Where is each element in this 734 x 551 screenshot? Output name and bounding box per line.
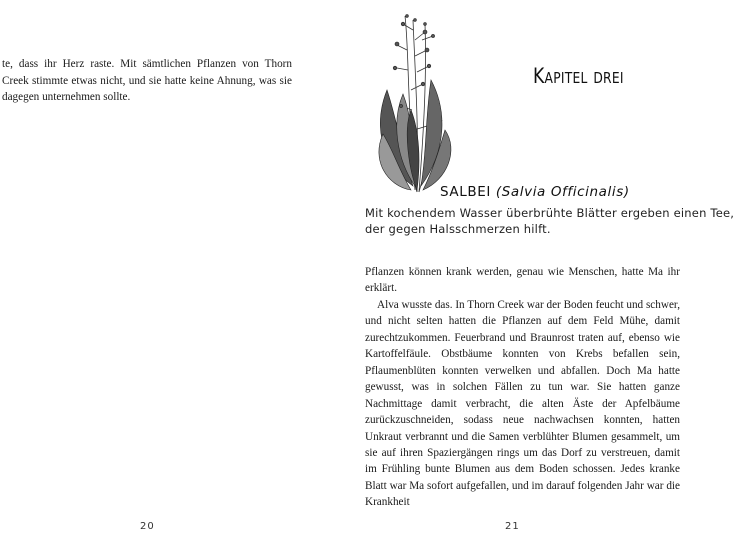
plant-caption-title xyxy=(440,184,630,200)
page-number-right: 21 xyxy=(505,521,520,532)
paragraph: Alva wusste das. In Thorn Creek war der Boden feucht und schwer, und nicht selten hatten die Pflanzen auf dem Feld Mühe, damit zurechtzukommen. Feuerbrand und Braunrost traten auf, ebenso wie Kartoffelfäule. Obstbäume konnten von Krebs befallen sein, Pflaumenblüten konnten verwelken und abfallen. Doch Ma hatte gewusst, was in solchen Fällen zu tun war. Sie hatten ganze Nachmittage damit verbracht, die alten Äste der Apfelbäume zurückzuschneiden, sodass neue nachwachsen konnten, hatten Unkraut verbrannt und die Samen verblühter Blumen gesammelt, um sie auf ihren Spaziergängen rings um das Dorf zu verstreuen, damit im Frühling bunte Blumen aus dem Boden schossen. Jedes kranke Blatt war Ma sofort aufgefallen, und im darauf folgenden Jahr war die Krankheit xyxy=(365,298,680,509)
left-page-text xyxy=(2,56,292,106)
plant-latin-name: (Salvia Officinalis) xyxy=(495,184,630,200)
plant-caption-text xyxy=(365,205,734,237)
chapter-title: Kapitel drei xyxy=(533,64,624,88)
page-number-left: 20 xyxy=(140,521,155,532)
sage-plant-illustration xyxy=(367,10,467,200)
caption-line: Mit kochendem Wasser überbrühte Blätter ergeben einen Tee, xyxy=(365,206,734,220)
paragraph: Pflanzen können krank werden, genau wie Menschen, hatte Ma ihr erklärt. xyxy=(365,266,680,295)
paragraph: te, dass ihr Herz raste. Mit sämtlichen Pflanzen von Thorn Creek stimmte etwas nicht, und sie hatte keine Ahnung, was sie dagegen unternehmen sollte. xyxy=(2,58,292,103)
right-page-text xyxy=(365,264,680,511)
left-page xyxy=(0,0,344,551)
caption-line: der gegen Halsschmerzen hilft. xyxy=(365,222,551,236)
right-page xyxy=(345,0,734,551)
plant-name: SALBEI xyxy=(440,184,491,200)
